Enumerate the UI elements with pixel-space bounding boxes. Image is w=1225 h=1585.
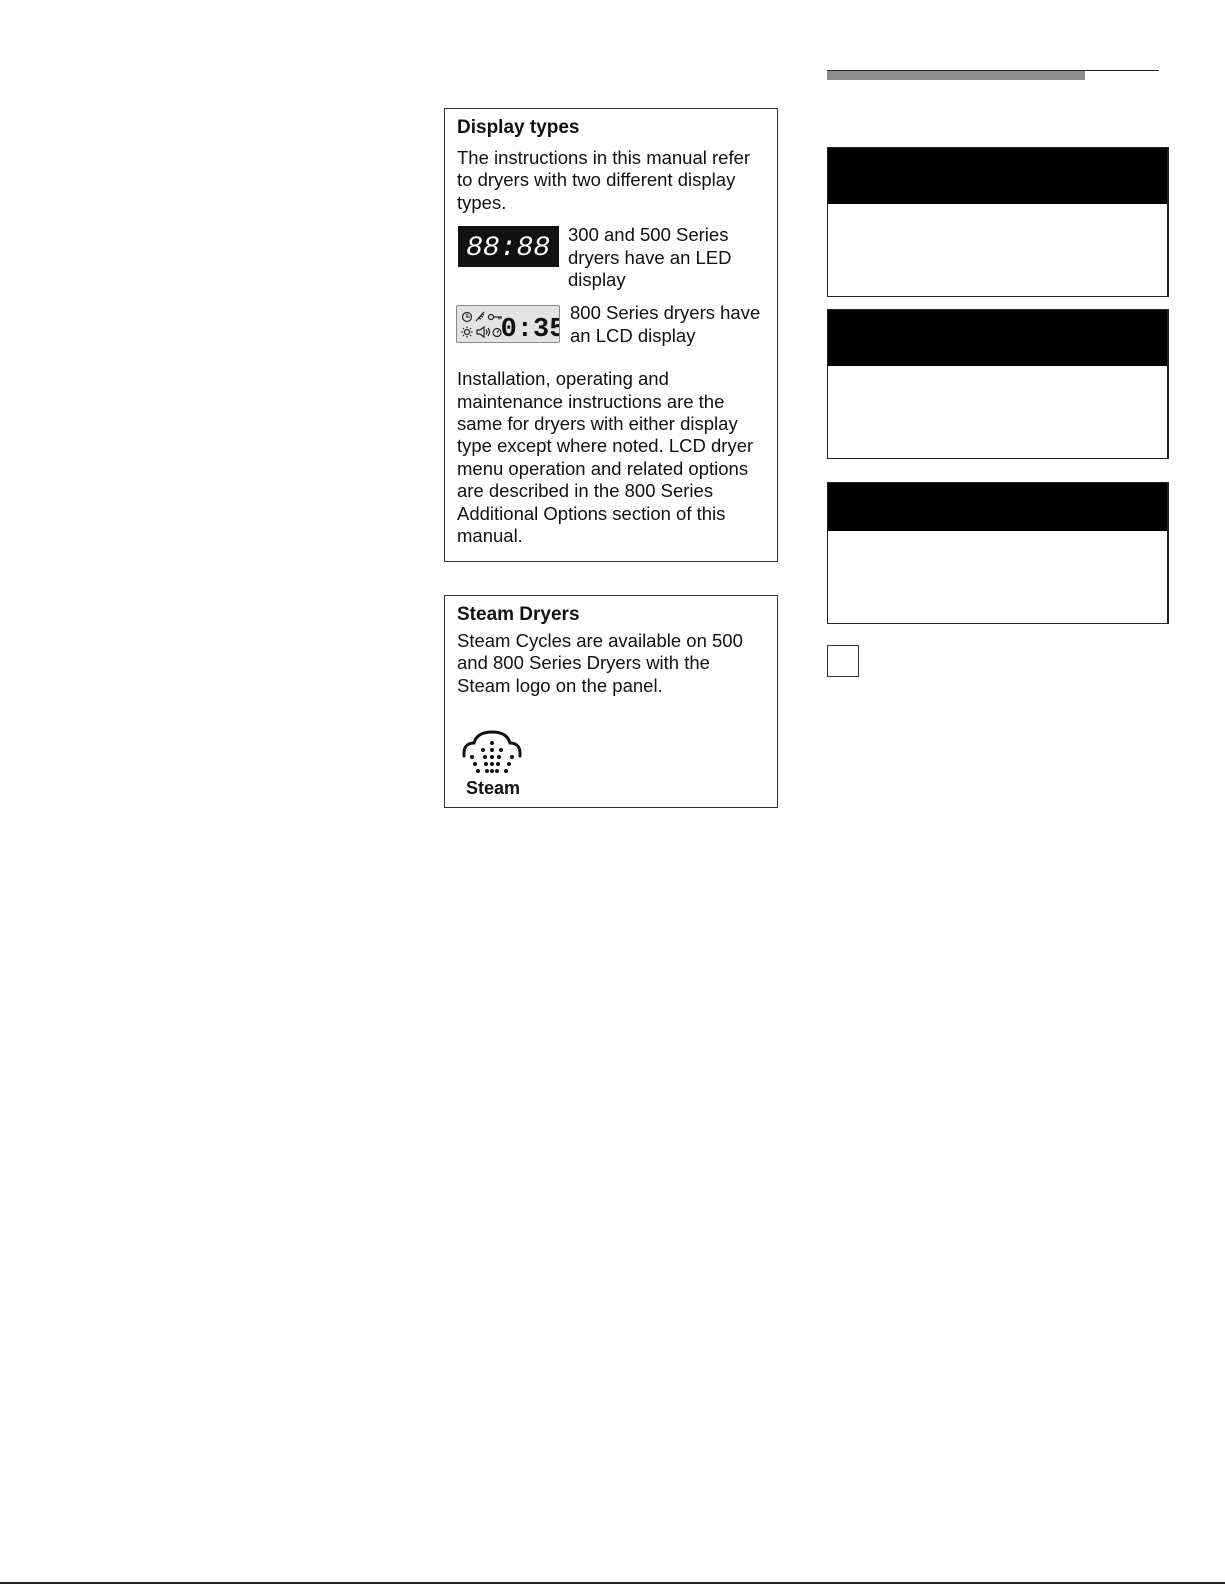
steam-dryers-box [444, 595, 778, 808]
led-display-row [457, 224, 765, 302]
led-display-label: 300 and 500 Series dryers have an LED display [568, 224, 732, 291]
warning-box-2 [827, 309, 1169, 459]
lcd-readout: 0:35 [500, 315, 559, 343]
lcd-wrinkle-icon [476, 312, 484, 321]
display-types-body: Installation, operating and maintenance instructions are the same for dryers with either display type except where noted. LCD dryer menu operation and related options are described in the 800 Series Additional Options section of this manual. [457, 368, 754, 547]
lcd-display-image [456, 305, 560, 343]
lcd-display-label: 800 Series dryers have an LCD display [570, 302, 761, 346]
warning-box-1 [827, 147, 1169, 297]
lcd-sound-icon [477, 327, 490, 337]
warning-header-bar [828, 310, 1167, 366]
header-accent-bar [827, 71, 1085, 80]
display-types-title: Display types [457, 117, 580, 138]
lcd-display-row [457, 302, 765, 368]
led-display-image [458, 226, 559, 267]
warning-box-3 [827, 482, 1169, 624]
display-types-intro: The instructions in this manual refer to dryers with two different display types. [457, 147, 751, 213]
warning-header-bar [828, 148, 1167, 204]
lcd-heat-icon [462, 327, 473, 338]
steam-dryers-body: Steam Cycles are available on 500 and 800 Series Dryers with the Steam logo on the panel. [457, 630, 743, 696]
display-types-box [444, 108, 778, 562]
steam-logo-icon [457, 726, 531, 800]
lcd-clock-icon [463, 313, 472, 322]
warning-header-bar [828, 483, 1167, 531]
footer-rule [0, 1582, 1225, 1584]
steam-logo-text: Steam [465, 778, 521, 798]
steam-dryers-title: Steam Dryers [457, 604, 580, 625]
note-checkbox [827, 645, 859, 677]
led-readout: 88:88 [465, 233, 551, 265]
